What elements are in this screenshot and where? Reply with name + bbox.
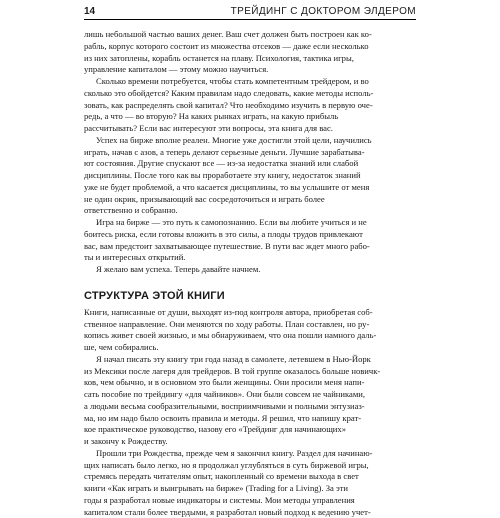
text-line: управление капиталом — этому можно научиться. [84,64,416,76]
text-line: годы я разработал новые индикаторы и системы. Мои методы управления [84,495,416,507]
paragraph [84,29,416,76]
text-line: не один окрик, призывающий вас сосредоточиться и играть более [84,194,416,206]
text-line: из Мексики после лагеря для трейдеров. В той группе оказалось больше новичк- [84,366,416,378]
text-line: щих написать было легко, но я продолжал углубляться в суть биржевой игры, [84,460,416,472]
text-line: играть, начав с азов, а теперь делают серьезные деньги. Лучшие зарабатыва- [84,147,416,159]
text-line: Успех на бирже вполне реален. Многие уже достигли этой цели, научились [84,135,416,147]
text-line: Сколько времени потребуется, чтобы стать компетентным трейдером, и во [84,76,416,88]
section-heading: СТРУКТУРА ЭТОЙ КНИГИ [84,289,416,303]
text-line: Я начал писать эту книгу три года назад в самолете, летевшем в Нью-Йорк [84,354,416,366]
text-line: ственное направление. Они меняются по ходу работы. План составлен, но ру- [84,319,416,331]
text-line: кое практическое руководство, назову его «Трейдинг для начинающих» [84,424,416,436]
paragraph [84,76,416,135]
paragraph [84,354,416,448]
text-line: сать пособие по трейдингу «для чайников». Они были совсем не чайниками, [84,389,416,401]
text-line: ты и интересных открытий. [84,252,416,264]
text-line: боитесь риска, если готовы вложить в это силы, а плоды трудов привлекают [84,229,416,241]
running-head: ТРЕЙДИНГ С ДОКТОРОМ ЭЛДЕРОМ [231,6,416,18]
paragraph [84,217,416,264]
text-line: книги «Как играть и выигрывать на бирже» (Trading for a Living). За эти [84,483,416,495]
text-line: сколько это обойдется? Каким правилам надо следовать, какие методы исполь- [84,88,416,100]
paragraph [84,448,416,518]
text-line: Игра на бирже — это путь к самопознанию. Если вы любите учиться и не [84,217,416,229]
text-line: зовать, как распределять свой капитал? Что необходимо изучить в первую оче- [84,100,416,112]
text-line: ма, но им надо было освоить правила и методы. Я решил, что напишу крат- [84,413,416,425]
text-line: ют состояния. Другие спускают все — из-за недостатка знаний или слабой [84,158,416,170]
intro-text [84,29,416,276]
page-number: 14 [84,6,95,18]
paragraph [84,307,416,354]
paragraph [84,135,416,217]
text-line: ков, чем обычно, и в основном это были женщины. Они просили меня напи- [84,377,416,389]
text-line: рассчитывать? Если вас интересуют эти вопросы, эта книга для вас. [84,123,416,135]
text-line: редь, а что — во вторую? На каких рынках играть, на какую прибыль [84,111,416,123]
text-line: из них затоплены, корабль останется на плаву. Психология, тактика игры, [84,53,416,65]
text-line: Книги, написанные от души, выходят из-под контроля автора, приобретая соб- [84,307,416,319]
text-line: лишь небольшой частью ваших денег. Ваш счет должен быть построен как ко- [84,29,416,41]
text-line: ше, чем собирались. [84,342,416,354]
paragraph [84,264,416,276]
page-content [84,29,416,518]
text-line: Прошли три Рождества, прежде чем я закончил книгу. Раздел для начинаю- [84,448,416,460]
text-line: Я желаю вам успеха. Теперь давайте начнем. [84,264,416,276]
text-line: рабль, корпус которого состоит из множества отсеков — даже если несколько [84,41,416,53]
text-line: капиталом стали более твердыми, я разработал новый подход к ведению учет- [84,507,416,518]
text-line: а людьми весьма сообразительными, восприимчивыми и полными энтузиаз- [84,401,416,413]
text-line: копись живет своей жизнью, и мы обнаруживаем, что она пошли намного даль- [84,330,416,342]
page-header [84,6,416,20]
text-line: ответственно и собранно. [84,205,416,217]
text-line: стремясь передать читателям опыт, накопленный со времени выхода в свет [84,471,416,483]
text-line: вас, вам предстоит захватывающее путешествие. В пути вас ждет много рабо- [84,241,416,253]
text-line: и закончу к Рождеству. [84,436,416,448]
text-line: дисциплины. После того как вы проработаете эту книгу, недостаток знаний [84,170,416,182]
text-line: уже не будет проблемой, а что касается дисциплины, то вы услышите от меня [84,182,416,194]
section-text [84,307,416,518]
